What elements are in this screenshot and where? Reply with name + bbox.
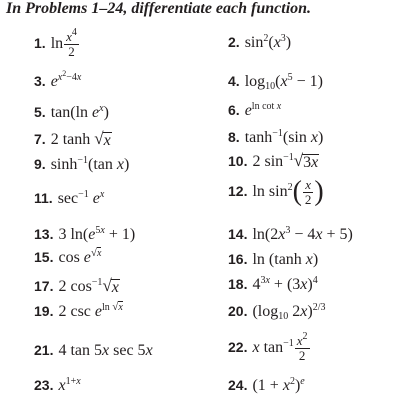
problem-4: 4. $\log_{10}(x^5 - 1)$ xyxy=(228,72,323,92)
problem-21: 21. 4 tan 5x sec 5x xyxy=(34,342,153,359)
problem-10: 10. 2 $\sin^{-1}$ √ 3x xyxy=(228,151,319,171)
problem-16: 16. ln (tanh x) xyxy=(228,251,319,268)
problem-1: 1. ln $\frac{x^4}{2}$ xyxy=(34,27,77,59)
problem-11: 11. $\sec^{-1} e^x$ xyxy=(34,189,105,207)
problem-18: 18. $4^{3x} + (3x)^4$ xyxy=(228,275,318,293)
problem-8: 8. $\tanh^{-1}(\sin$ x) xyxy=(228,128,324,146)
problem-13: 13. 3 $\ln(e^{5x} + 1)$ xyxy=(34,225,136,243)
problem-20: 20. ($\log_{10}$ 2x)$^{2/3}$ xyxy=(228,302,326,322)
problem-7: 7. 2 tanh √ x xyxy=(34,129,111,149)
problems-heading: In Problems 1–24, differentiate each function. xyxy=(6,0,312,17)
problem-12: 12. $\ln \sin^2$( $\frac{x}{2}$ ) xyxy=(228,176,324,208)
problem-5: 5. tan(ln $e^x$) xyxy=(34,103,109,121)
problem-3: 3. $e^{x^2-4x}$ xyxy=(34,69,82,90)
problem-2: 2. $\sin^2(x^3)$ xyxy=(228,33,292,51)
problem-14: 14. $\ln(2x^3 - 4x + 5)$ xyxy=(228,225,353,243)
problem-24: 24. $(1 + x^2)^e$ xyxy=(228,376,305,394)
problem-9: 9. $\sinh^{-1}(\tan$ x) xyxy=(34,155,130,173)
problem-23: 23. $x^{1+x}$ xyxy=(34,376,81,394)
problem-17: 17. 2 $\cos^{-1}$ √ x xyxy=(34,276,119,296)
problem-22: 22. x $\tan^{-1}$ $\frac{x^2}{2}$ xyxy=(228,331,308,363)
problem-19: 19. 2 $\csc e^{ln √x}$ xyxy=(34,301,123,320)
problem-15: 15. $\cos e^{√x}$ xyxy=(34,247,102,266)
problem-6: 6. $e^{ln cot x}$ xyxy=(228,101,282,119)
